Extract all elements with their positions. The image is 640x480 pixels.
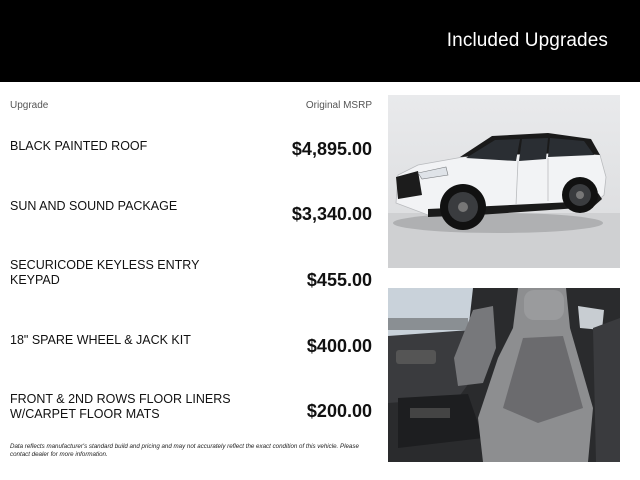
upgrade-name: BLACK PAINTED ROOF — [10, 139, 148, 153]
upgrade-column-header: Upgrade — [10, 100, 49, 111]
page-title: Included Upgrades — [446, 30, 608, 51]
upgrade-price: $400.00 — [306, 336, 372, 356]
upgrade-name: SUN AND SOUND PACKAGE — [10, 199, 178, 213]
upgrade-price: $4,895.00 — [291, 139, 372, 159]
upgrade-price: $3,340.00 — [291, 204, 372, 224]
upgrade-name: SECURICODE KEYLESS ENTRY KEYPAD — [10, 258, 200, 287]
vehicle-interior-photo — [388, 288, 620, 462]
upgrade-name: FRONT & 2ND ROWS FLOOR LINERS W/CARPET FLOOR MATS — [10, 392, 231, 421]
upgrade-price: $200.00 — [306, 401, 372, 421]
msrp-column-header: Original MSRP — [305, 100, 372, 111]
header-bar — [0, 0, 640, 82]
upgrade-name: 18" SPARE WHEEL & JACK KIT — [10, 333, 191, 347]
vehicle-exterior-photo — [388, 95, 620, 268]
disclaimer-text: Data reflects manufacturer's standard build and pricing and may not accurately reflect the exact condition of this vehicle. Please contact dealer for more information. — [10, 443, 359, 458]
upgrade-price: $455.00 — [306, 270, 372, 290]
